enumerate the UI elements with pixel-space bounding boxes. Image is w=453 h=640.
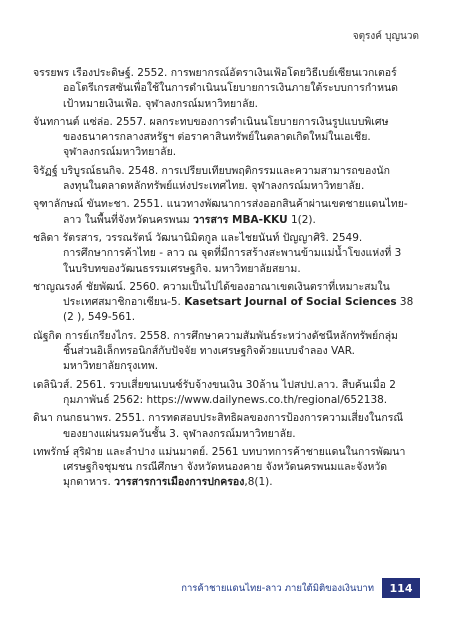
reference-entry [33,378,425,409]
reference-entry [33,164,425,195]
reference-list [33,66,425,494]
page-number: 114 [382,578,420,598]
reference-continuation-line: เป้าหมายเงินเฟ้อ. จุฬาลงกรณ์มหาวิทยาลัย. [63,97,258,110]
reference-first-line: เทพรักษ์ สุริฝ่าย และลำปาง แม่นมาตย์. 2561 บทบาทการค้าชายแดนในการพัฒนา [33,445,406,458]
reference-continuation-line: ของธนาคารกลางสหรัฐฯ ต่อราคาสินทรัพย์ในตลาดเกิดใหม่ในเอเชีย. [63,131,371,144]
reference-continuation-line: ชิ้นส่วนอิเล็กทรอนิกส์กับปัจจัย ทางเศรษฐกิจด้วยแบบจำลอง VAR. [63,345,356,358]
reference-continuation-line: ในบริบทของวัฒนธรรมเศรษฐกิจ. มหาวิทยาลัยสยาม. [63,262,301,275]
reference-entry [33,280,425,326]
journal-volume: 38 [396,296,414,309]
reference-first-line: จิรัฏฐ์ บริบูรณ์ธนกิจ. 2548. การเปรียบเทียบพฤติกรรมและความสามารถของนัก [33,164,390,177]
reference-first-line: ชาญณรงค์ ชัยพัฒน์. 2560. ความเป็นไปได้ของอาณาเขตเงินตราที่เหมาะสมใน [33,280,390,293]
reference-first-line: จุฑาลักษณ์ ขันทะชา. 2551. แนวทางพัฒนาการส่งออกสินค้าผ่านเขตชายแดนไทย- [33,198,408,211]
reference-entry [33,197,425,228]
reference-continuation-line: มุกดาหาร. วารสารการเมืองการปกครอง,8(1). [63,476,273,489]
reference-continuation-line: (2 ), 549-561. [63,311,136,324]
journal-volume: ,8(1). [244,476,273,489]
reference-continuation-line: มหาวิทยาลัยกรุงเทพ. [63,360,159,373]
footer-running-title: การค้าชายแดนไทย-ลาว ภายใต้มิติของเงินบาท [181,582,374,594]
reference-entry [33,445,425,491]
running-header-author: จตุรงค์ บุญนวด [352,31,419,42]
reference-entry [33,115,425,161]
journal-title: Kasetsart Journal of Social Sciences [184,296,397,309]
reference-continuation-line: ประเทศสมาชิกอาเซียน-5. Kasetsart Journal of Social Sciences 38 [63,296,414,309]
reference-continuation-line: ลงทุนในตลาดหลักทรัพย์แห่งประเทศไทย. จุฬาลงกรณ์มหาวิทยาลัย. [63,180,365,193]
reference-first-line: ดินา กนกธนาพร. 2551. การทดสอบประสิทธิผลของการป้องการความเสี่ยงในกรณี [33,412,404,425]
journal-title: วารสารการเมืองการปกครอง [114,476,245,489]
page-footer [181,578,420,598]
reference-continuation-line: เศรษฐกิจชุมชน กรณีศึกษา จังหวัดหนองคาย จังหวัดนครพนมและจังหวัด [63,461,388,474]
reference-continuation-line: ของยางแผ่นรมควันชั้น 3. จุฬาลงกรณ์มหาวิทยาลัย. [63,427,296,440]
reference-entry [33,66,425,112]
reference-entry [33,329,425,375]
reference-first-line: เดลินิวส์. 2561. รวบเสี่ยขนเบนซ์รับจ้างขนเงิน 30ล้าน ไปสปป.ลาว. สืบค้นเมื่อ 2 [33,378,396,391]
reference-continuation-line: ลาว ในพื้นที่จังหวัดนครพนม วารสาร MBA-KKU 1(2). [63,213,316,226]
reference-continuation-line: การศึกษาการค้าไทย - ลาว ณ จุดที่มีการสร้างสะพานข้ามแม่น้ำโขงแห่งที่ 3 [63,247,402,260]
reference-continuation-line: จุฬาลงกรณ์มหาวิทยาลัย. [63,146,177,159]
journal-volume: 1(2). [287,213,316,226]
reference-first-line: จรรยพร เรืองประดิษฐ์. 2552. การพยากรณ์อัตราเงินเฟ้อโดยวิธีเบย์เซียนเวกเตอร์ [33,67,397,79]
reference-first-line: จันทกานต์ แซ่ล่อ. 2557. ผลกระทบของการดำเนินนโยบายการเงินรูปแบบพิเศษ [33,115,389,128]
reference-first-line: ชลิดา รัตรสาร, วรรณรัตน์ วัฒนานิมิตกูล และไชยนันท์ ปัญญาศิริ. 2549. [33,231,363,244]
reference-continuation-line: ออโตรีเกรสซันเพื่อใช้ในการดำเนินนโยบายการเงินภายใต้ระบบการกำหนด [63,82,398,95]
journal-title: วารสาร MBA-KKU [193,213,288,226]
reference-continuation-line: กุมภาพันธ์ 2562: https://www.dailynews.co.th/regional/652138. [63,393,388,406]
reference-entry [33,411,425,442]
reference-first-line: ณัฐกิต การย์เกรียงไกร. 2558. การศึกษาความสัมพันธ์ระหว่างดัชนีหลักทรัพย์กลุ่ม [33,329,398,342]
reference-entry [33,231,425,277]
